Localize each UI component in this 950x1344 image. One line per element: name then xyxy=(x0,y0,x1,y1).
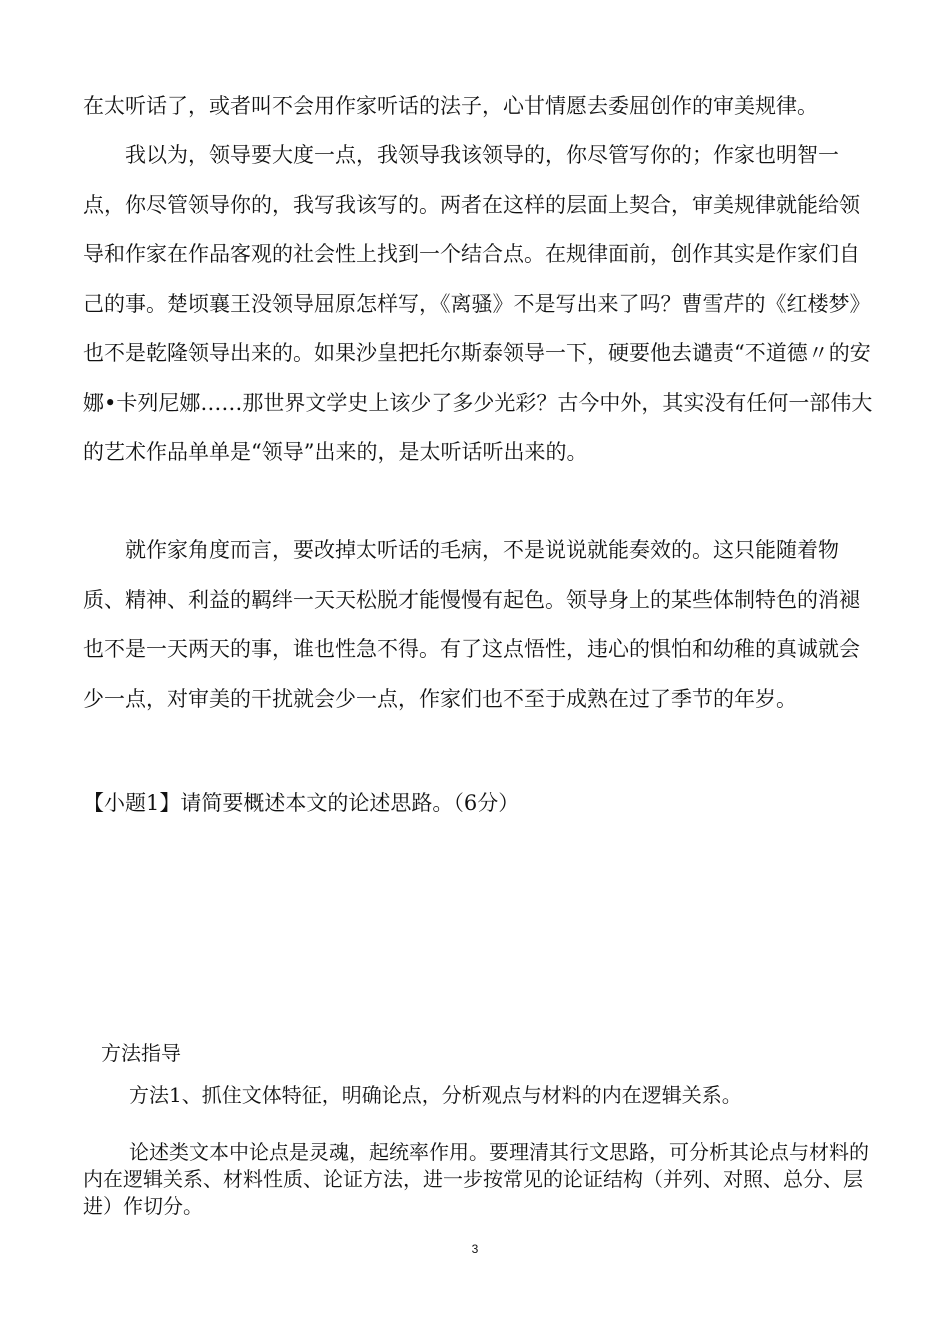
method-1-text: 论述类文本中论点是灵魂，起统率作用。要理清其行文思路，可分析其论点与材料的内在逻辑关系、材料性质、论证方法，进一步按常见的论证结构（并列、对照、总分、层进）作切分。 xyxy=(83,1140,869,1218)
question-1: 【小题1】请简要概述本文的论述思路。（6分） xyxy=(83,791,520,815)
paragraph-writer-perspective: 就作家角度而言，要改掉太听话的毛病，不是说说就能奏效的。这只能随着物质、精神、利益的羁绊一天天松脱才能慢慢有起色。领导身上的某些体制特色的消褪也不是一天两天的事，谁也性急不得。有了这点悟性，违心的惧怕和幼稚的真诚就会少一点，对审美的干扰就会少一点，作家们也不至于成熟在过了季节的年岁。 xyxy=(83,538,860,711)
paragraph-continuation: 在太听话了，或者叫不会用作家听话的法子，心甘情愿去委屈创作的审美规律。 xyxy=(83,94,818,118)
method-heading: 方法指导 xyxy=(101,1041,181,1065)
page-number: 3 xyxy=(471,1242,479,1256)
method-1-title: 方法1、抓住文体特征，明确论点，分析观点与材料的内在逻辑关系。 xyxy=(129,1083,742,1107)
paragraph-leadership: 我以为，领导要大度一点，我领导我该领导的，你尽管写你的；作家也明智一点，你尽管领导你的，我写我该写的。两者在这样的层面上契合，审美规律就能给领导和作家在作品客观的社会性上找到一个结合点。在规律面前，创作其实是作家们自己的事。楚顷襄王没领导屈原怎样写，《离骚》不是写出来了吗？曹雪芹的《红楼梦》也不是乾隆领导出来的。如果沙皇把托尔斯泰领导一下，硬要他去谴责“不道德〃的安娜•卡列尼娜……那世界文学史上该少了多少光彩？古今中外，其实没有任何一部伟大的艺术作品单单是“领导”出来的，是太听话听出来的。 xyxy=(83,143,873,464)
